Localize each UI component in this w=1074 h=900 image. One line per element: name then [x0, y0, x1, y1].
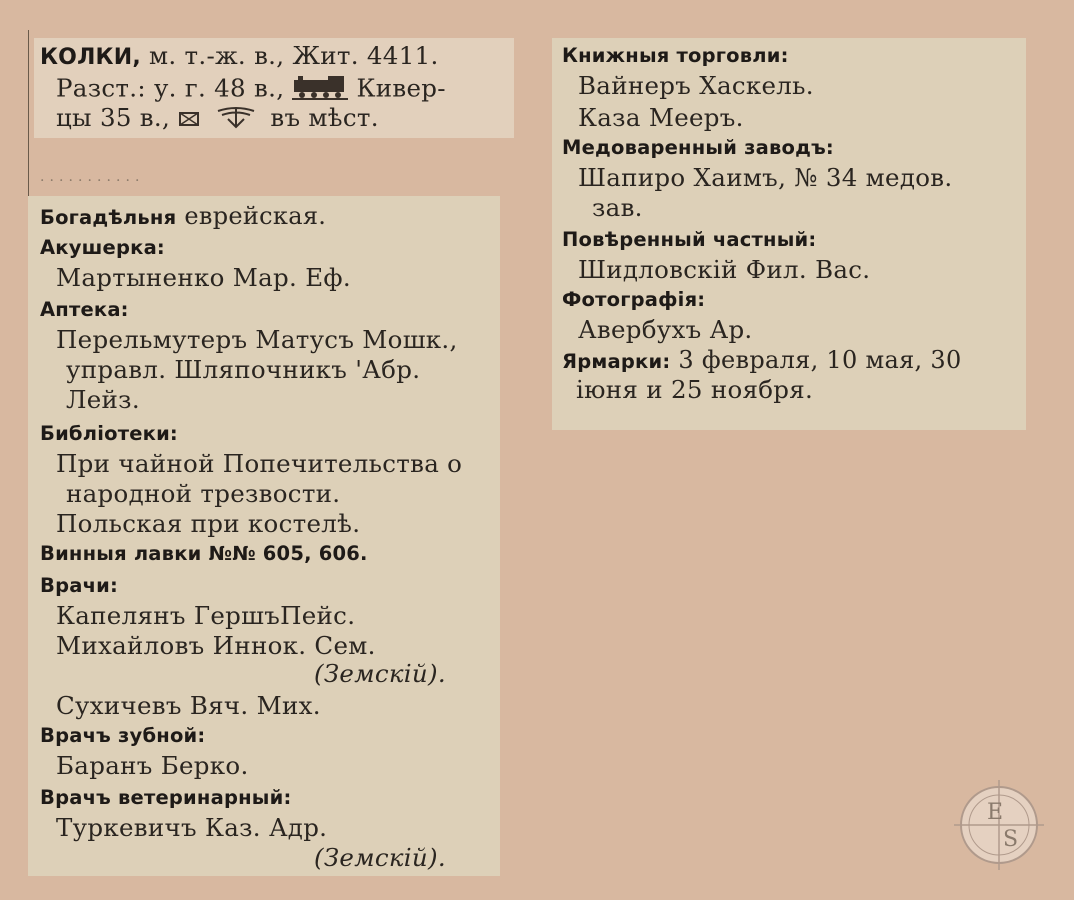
header-line-3-b: въ мѣст.: [270, 103, 379, 132]
biblioteki-item-2: народной трезвости.: [66, 479, 341, 508]
vrachi-item-2: Михайловъ Иннок. Сем.: [56, 631, 376, 660]
header-line-1: [40, 42, 439, 72]
header-line-2: [56, 74, 446, 106]
vrachi-item-4: Сухичевъ Вяч. Мих.: [56, 691, 321, 720]
zubnoy-item-1: Баранъ Берко.: [56, 751, 249, 780]
medov-item-1: Шапиро Хаимъ, № 34 медов.: [578, 163, 953, 192]
header-line-3: [56, 104, 379, 135]
watermark-stamp: [954, 780, 1044, 870]
veterinar-item-2: (Земскій).: [314, 843, 446, 872]
foto-item-1: Авербухъ Ар.: [578, 315, 753, 344]
yarmarki-heading: Ярмарки:: [562, 350, 671, 373]
apteka-heading: Аптека:: [40, 298, 129, 321]
header-line-2-b: Кивер-: [356, 73, 446, 103]
yarmarki-entry: [562, 346, 962, 376]
train-icon: [292, 74, 348, 106]
bogadelnya-entry: [40, 202, 326, 232]
post-office-icon: [178, 106, 200, 134]
akusherka-heading: Акушерка:: [40, 236, 165, 259]
biblioteki-item-1: При чайной Попечительства о: [56, 449, 463, 478]
knizh-item-1: Вайнеръ Хаскель.: [578, 71, 814, 100]
header-line-1-text: м. т.-ж. в., Жит. 4411.: [149, 41, 439, 70]
poveren-item-1: Шидловскій Фил. Вас.: [578, 255, 871, 284]
bogadelnya-text: еврейская.: [184, 202, 327, 230]
header-line-2-a: Разст.: у. г. 48 в.,: [56, 73, 285, 103]
veterinar-item-1: Туркевичъ Каз. Адр.: [56, 813, 328, 842]
yarmarki-item-2: іюня и 25 ноября.: [576, 375, 814, 404]
bogadelnya-heading: Богадѣльня: [40, 206, 177, 229]
town-name: КОЛКИ,: [40, 45, 141, 70]
apteka-item-2: управл. Шляпочникъ 'Абр.: [66, 355, 421, 384]
header-line-3-a: цы 35 в.,: [56, 103, 171, 132]
vrachi-heading: Врачи:: [40, 574, 119, 597]
akusherka-item-1: Мартыненко Мар. Еф.: [56, 263, 351, 292]
yarmarki-item-1: 3 февраля, 10 мая, 30: [678, 346, 962, 374]
telegraph-icon: [216, 105, 256, 135]
knizh-item-2: Каза Мееръ.: [578, 103, 744, 132]
partial-cut-line: · · · · · · · · · · ·: [40, 174, 140, 188]
medov-item-2: зав.: [592, 193, 643, 222]
medov-heading: Медоваренный заводъ:: [562, 136, 834, 159]
biblioteki-heading: Библіотеки:: [40, 422, 178, 445]
apteka-item-1: Перельмутеръ Матусъ Мошк.,: [56, 325, 458, 354]
zubnoy-heading: Врачъ зубной:: [40, 724, 206, 747]
poveren-heading: Повѣренный частный:: [562, 228, 817, 251]
veterinar-heading: Врачъ ветеринарный:: [40, 786, 292, 809]
vrachi-item-1: Капелянъ ГершъПейс.: [56, 601, 356, 630]
stamp-letter-e: E: [987, 800, 1004, 825]
vrachi-item-3: (Земскій).: [314, 659, 446, 688]
vinnyya-heading: Винныя лавки №№ 605, 606.: [40, 542, 368, 565]
stamp-letter-s: S: [1003, 827, 1019, 852]
knizh-heading: Книжныя торговли:: [562, 44, 789, 67]
foto-heading: Фотографія:: [562, 288, 706, 311]
apteka-item-3: Лейз.: [66, 385, 140, 414]
biblioteki-item-3: Польская при костелѣ.: [56, 509, 361, 538]
